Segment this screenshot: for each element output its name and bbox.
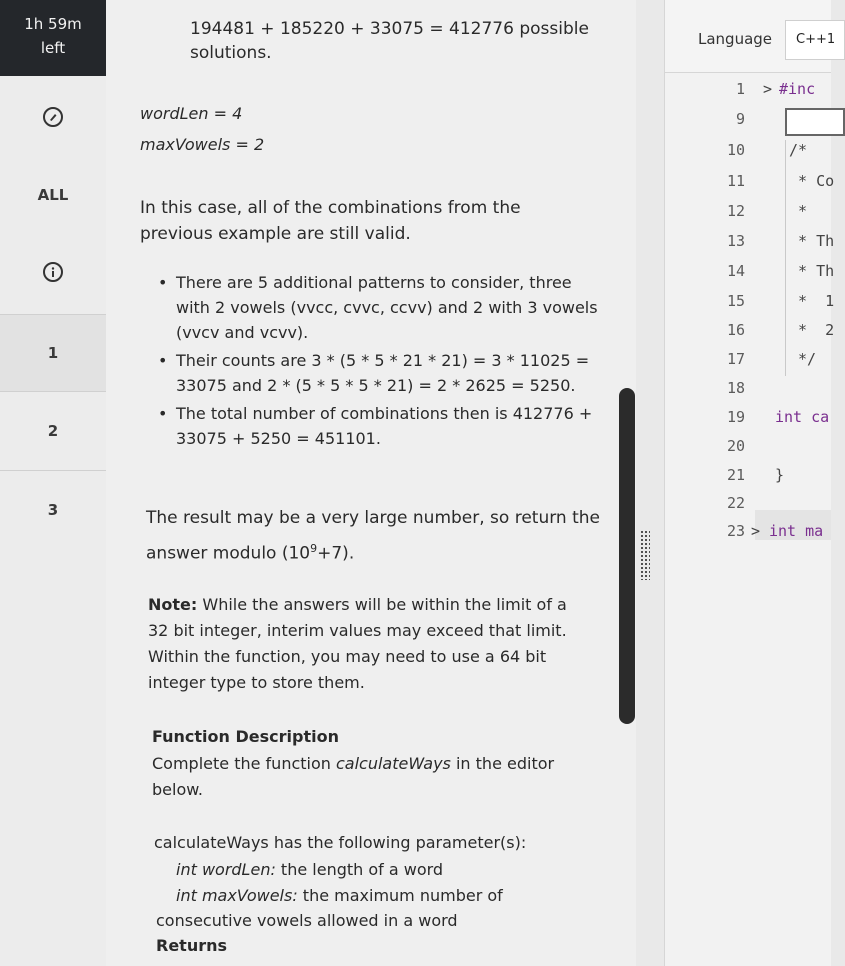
pencil-circle-icon <box>43 107 63 127</box>
line-number: 17 <box>726 350 745 368</box>
code-line: * Co <box>789 172 835 190</box>
language-select[interactable]: C++1 <box>785 20 845 60</box>
code-line: * 1 <box>789 292 835 310</box>
code-line: * Th <box>789 262 835 280</box>
language-label: Language <box>698 30 773 48</box>
code-line: * Th <box>789 232 835 250</box>
returns-heading: Returns <box>156 936 228 955</box>
line-number: 10 <box>726 141 745 159</box>
line-number: 11 <box>726 172 745 190</box>
problem-statement-panel <box>106 0 636 966</box>
result-line-2: answer modulo $(10^9+7)$. <box>146 542 355 564</box>
line-number: 9 <box>735 110 745 128</box>
function-description-line-1: Complete the function calculateWays in the editor <box>152 754 555 773</box>
indent-guide <box>785 140 786 376</box>
code-line: * <box>789 202 808 220</box>
explanation-line-1: In this case, all of the combinations from the <box>140 198 521 218</box>
info-button[interactable] <box>0 262 106 286</box>
param-wordlen: wordLen = 4 <box>140 104 243 123</box>
problem-scrollbar[interactable] <box>619 388 635 724</box>
bullet-item: • Their counts are 3 * (5 * 5 * 21 * 21) = 3 * 11025 = 33075 and 2 * (5 * 5 * 5 * 21) = 2 * 2625 = 5250. <box>158 348 598 398</box>
editor-toolbar <box>665 0 836 73</box>
note-line-2: 32 bit integer, interim values may exceed that limit. <box>148 621 567 640</box>
status-icon-button[interactable] <box>0 107 106 131</box>
code-line: } <box>775 466 785 484</box>
sidebar-item-all[interactable]: ALL <box>37 186 69 204</box>
sidebar-question-1[interactable]: 1 <box>0 315 106 391</box>
line-number: 15 <box>726 292 745 310</box>
line-number: 14 <box>726 262 745 280</box>
result-line-1: The result may be a very large number, so return the <box>146 508 600 528</box>
explanation-bullets <box>158 270 598 454</box>
question-sidebar <box>0 0 106 966</box>
note-line-3: Within the function, you may need to use a 64 bit <box>148 647 547 666</box>
line-number: 21 <box>726 466 745 484</box>
line-number: 19 <box>726 408 745 426</box>
fold-arrow-icon[interactable]: > <box>751 522 761 540</box>
info-icon <box>43 262 63 282</box>
code-line: /* <box>789 141 808 159</box>
param-maxvowels: maxVowels = 2 <box>140 135 265 154</box>
time-remaining <box>0 0 106 76</box>
solutions-line: 194481 + 185220 + 33075 = 412776 possible <box>190 19 589 39</box>
explanation-line-2: previous example are still valid. <box>140 224 411 244</box>
line-number: 23 <box>726 522 745 540</box>
bullet-item: • There are 5 additional patterns to consider, three with 2 vowels (vvcc, cvvc, ccvv) and 2 with 3 vowels (vvcv and vcvv). <box>158 270 598 345</box>
line-number: 20 <box>726 437 745 455</box>
bullet-item: • The total number of combinations then is 412776 + 33075 + 5250 = 451101. <box>158 401 598 451</box>
code-line: #inc <box>779 80 816 98</box>
timer-time: 1h 59m <box>24 15 82 33</box>
timer-left-label: left <box>40 39 66 57</box>
fold-arrow-icon[interactable]: > <box>763 80 773 98</box>
code-editor-panel <box>664 0 836 966</box>
parameter-maxvowels: int maxVowels: the maximum number of <box>176 886 503 905</box>
panel-resize-handle[interactable] <box>640 530 650 580</box>
solutions-line-2: solutions. <box>190 43 272 63</box>
line-number: 12 <box>726 202 745 220</box>
code-line: int ma <box>769 522 824 540</box>
line-number: 1 <box>735 80 745 98</box>
code-line: */ <box>789 350 817 368</box>
note-line-1: Note: While the answers will be within the limit of a <box>148 595 567 614</box>
line-number: 13 <box>726 232 745 250</box>
sidebar-question-3[interactable]: 3 <box>47 501 59 519</box>
sidebar-question-2[interactable]: 2 <box>47 422 59 440</box>
code-line: int ca <box>775 408 830 426</box>
line-number: 18 <box>726 379 745 397</box>
function-description-heading: Function Description <box>152 727 339 746</box>
parameter-maxvowels-cont: consecutive vowels allowed in a word <box>156 911 458 930</box>
parameters-intro: calculateWays has the following parameter(s): <box>154 833 527 852</box>
parameter-wordlen: int wordLen: the length of a word <box>176 860 444 879</box>
line-number: 16 <box>726 321 745 339</box>
editor-cursor-line[interactable] <box>785 108 845 136</box>
line-number: 22 <box>726 494 745 512</box>
note-line-4: integer type to store them. <box>148 673 365 692</box>
function-description-line-2: below. <box>152 780 203 799</box>
code-line: * 2 <box>789 321 835 339</box>
